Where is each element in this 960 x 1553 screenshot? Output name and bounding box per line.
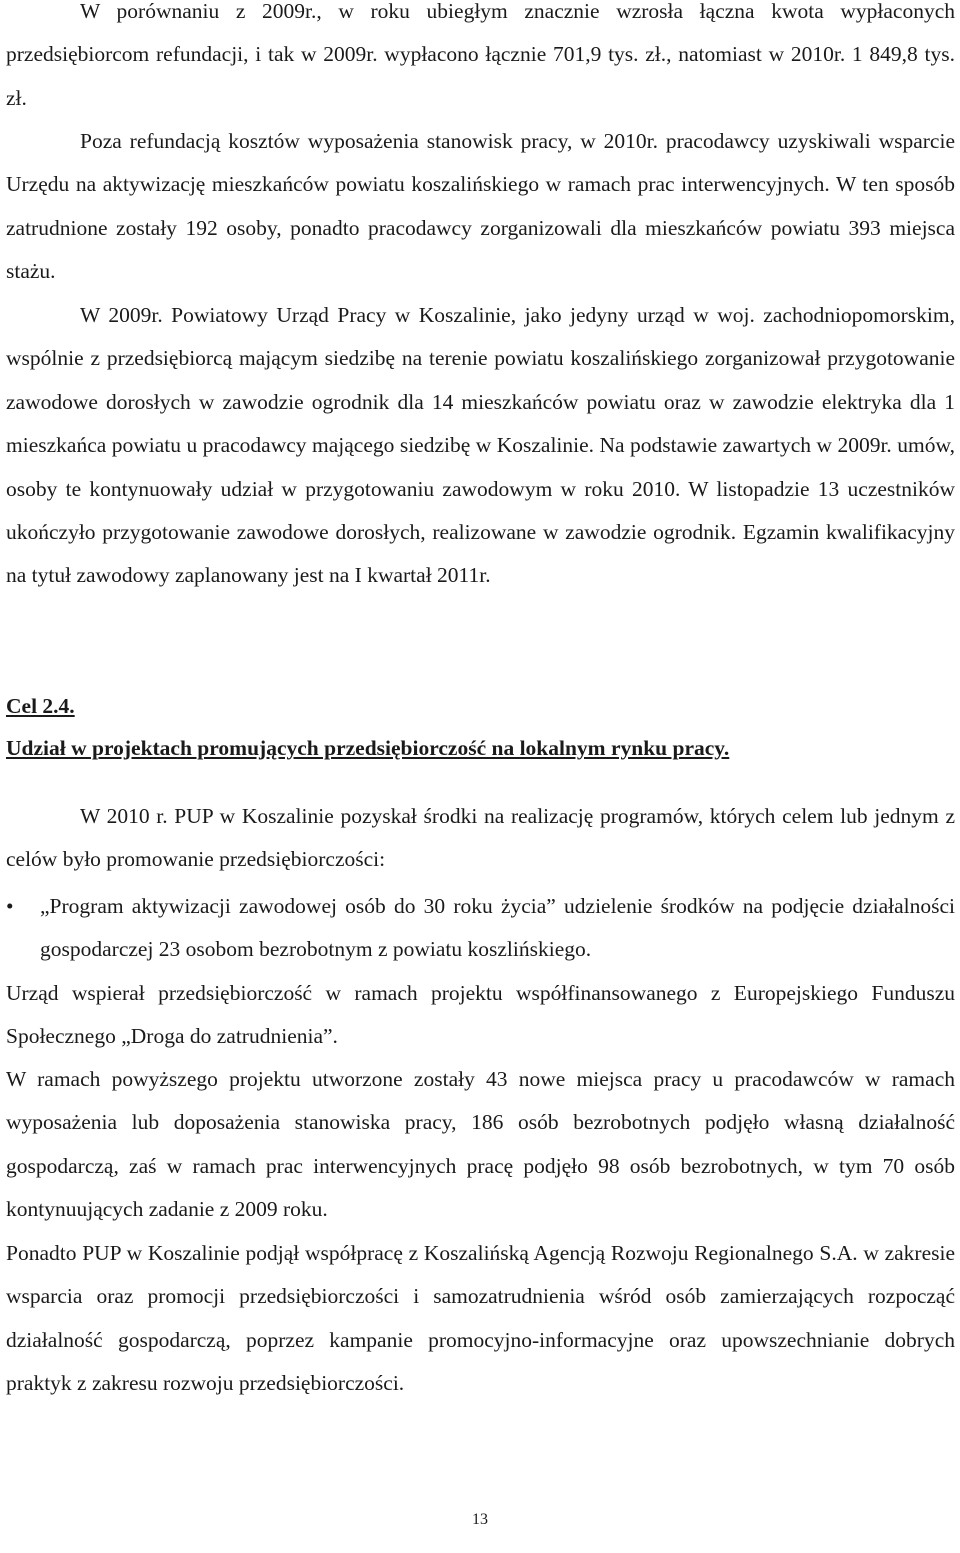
paragraph-funding-intro: W 2010 r. PUP w Koszalinie pozyskał środki na realizację programów, których celem lub jednym z celów było promowanie przedsiębiorczości:	[6, 804, 955, 872]
paragraph-efs-project: Urząd wspierał przedsiębiorczość w ramach projektu współfinansowanego z Europejskiego Funduszu Społecznego „Droga do zatrudnienia”.	[6, 981, 955, 1049]
paragraph-project-results: W ramach powyższego projektu utworzone zostały 43 nowe miejsca pracy u pracodawców w ramach wyposażenia lub doposażenia stanowiska pracy, 186 osób bezrobotnych podjęło własną działalność gospodarczą, zaś w ramach prac interwencyjnych pracę podjęło 98 osób bezrobotnych, w tym 70 osób kontynuujących zadanie z 2009 roku.	[6, 1067, 955, 1222]
paragraph-regional-agency: Ponadto PUP w Koszalinie podjął współpracę z Koszalińską Agencją Rozwoju Regionalnego S.A. w zakresie wsparcia oraz promocji przedsiębiorczości i samozatrudnienia wśród osób zamierzających rozpocząć działalność gospodarczą, poprzez kampanie promocyjno-informacyjne oraz upowszechnianie dobrych praktyk z zakresu rozwoju przedsiębiorczości.	[6, 1241, 955, 1396]
paragraph-refund-comparison: W porównaniu z 2009r., w roku ubiegłym znacznie wzrosła łączna kwota wypłaconych przedsiębiorcom refundacji, i tak w 2009r. wypłacono łącznie 701,9 tys. zł., natomiast w 2010r. 1 849,8 tys. zł.	[6, 0, 955, 110]
paragraph-interventional-works: Poza refundacją kosztów wyposażenia stanowisk pracy, w 2010r. pracodawcy uzyskiwali wsparcie Urzędu na aktywizację mieszkańców powiatu koszalińskiego w ramach prac interwencyjnych. W ten sposób zatrudnione zostały 192 osoby, ponadto pracodawcy zorganizowali dla mieszkańców powiatu 393 miejsca stażu.	[6, 129, 955, 284]
section-title: Udział w projektach promujących przedsiębiorczość na lokalnym rynku pracy.	[6, 736, 730, 760]
paragraph-vocational-training: W 2009r. Powiatowy Urząd Pracy w Koszalinie, jako jedyny urząd w woj. zachodniopomorskim, wspólnie z przedsiębiorcą mającym siedzibę na terenie powiatu koszalińskiego zorganizował przygotowanie zawodowe dorosłych w zawodzie ogrodnik dla 14 mieszkańców powiatu oraz w zawodzie elektryka dla 1 mieszkańca powiatu u pracodawcy mającego siedzibę w Koszalinie. Na podstawie zawartych w 2009r. umów, osoby te kontynuowały udział w przygotowaniu zawodowym w roku 2010. W listopadzie 13 uczestników ukończyło przygotowanie zawodowe dorosłych, realizowane w zawodzie ogrodnik. Egzamin kwalifikacyjny na tytuł zawodowy zaplanowany jest na I kwartał 2011r.	[6, 303, 955, 588]
section-number: Cel 2.4.	[6, 694, 75, 718]
bullet-icon: •	[6, 894, 14, 918]
bullet-text: „Program aktywizacji zawodowej osób do 30 roku życia” udzielenie środków na podjęcie działalności gospodarczej 23 osobom bezrobotnym z powiatu koszlińskiego.	[40, 894, 955, 962]
page-number: 13	[472, 1511, 488, 1528]
